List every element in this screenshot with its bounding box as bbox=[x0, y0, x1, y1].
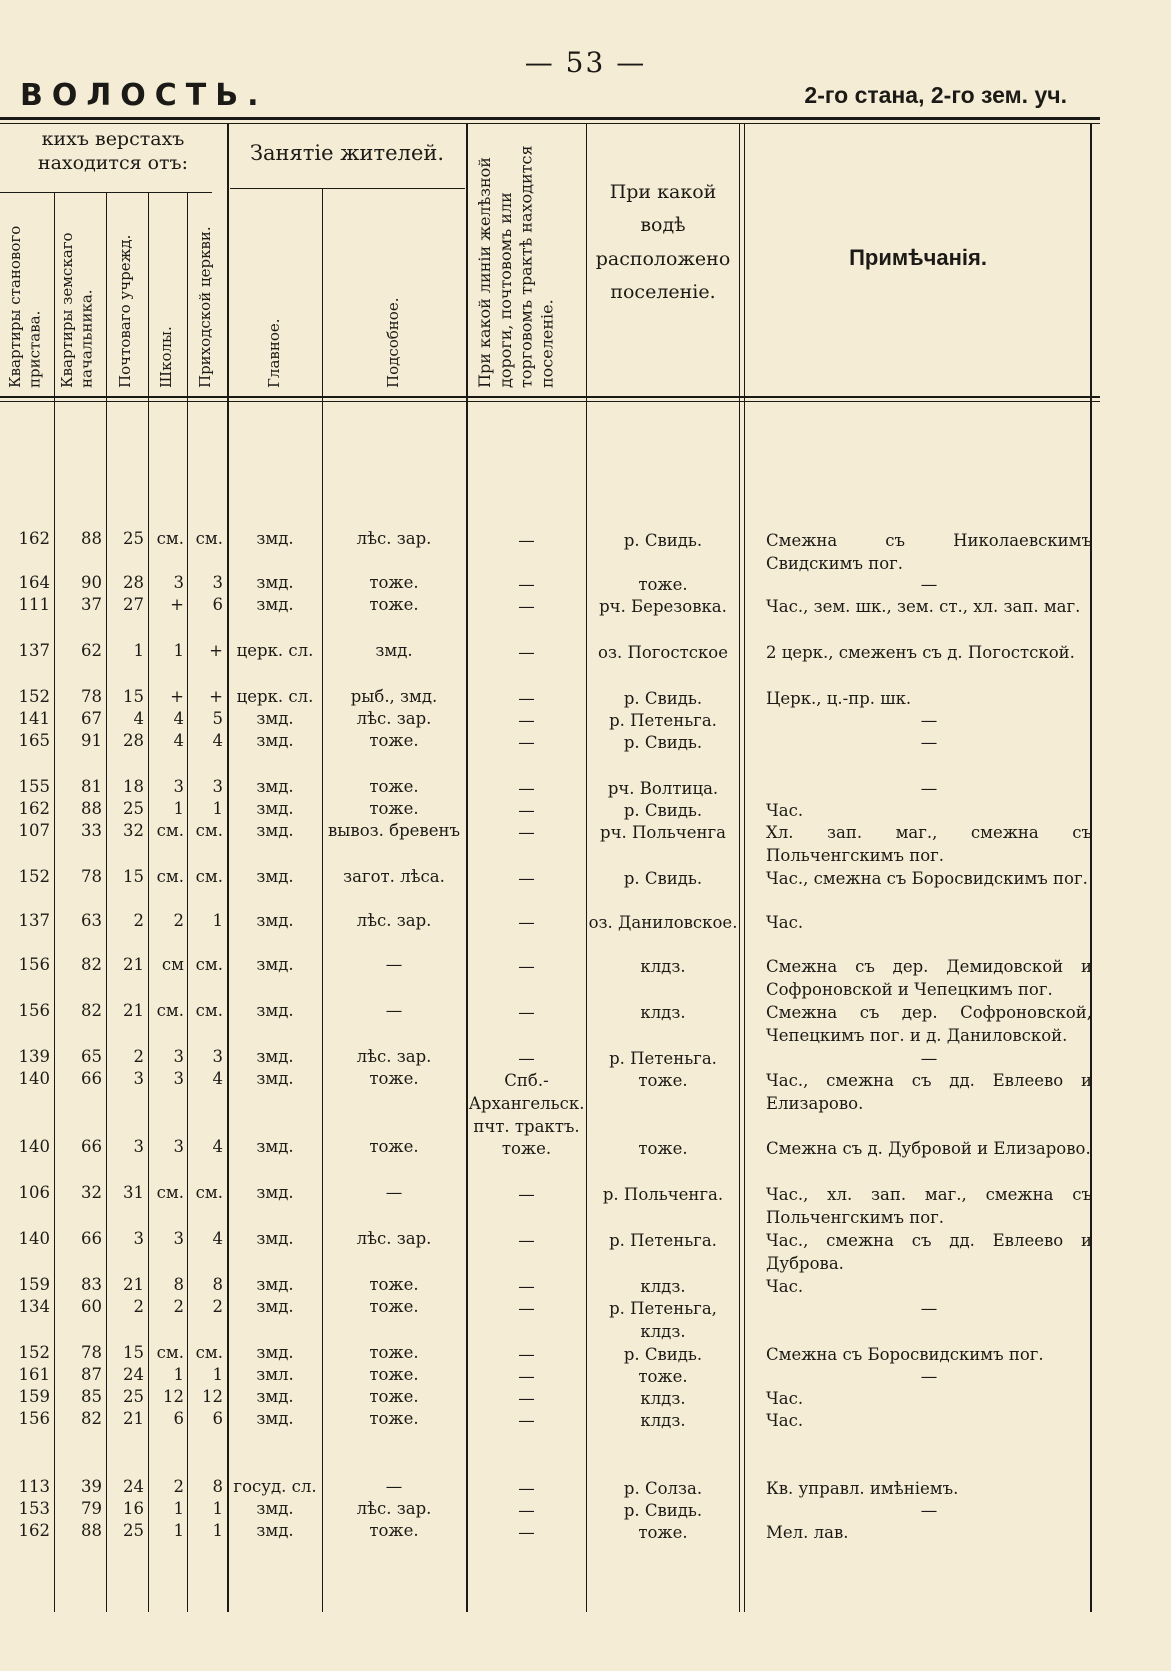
cell-school: 3 bbox=[173, 1047, 184, 1066]
cell-stanovoy: 137 bbox=[18, 641, 50, 660]
cell-school: 3 bbox=[173, 1229, 184, 1248]
cell-school: 12 bbox=[163, 1387, 184, 1406]
cell-main-occupation: змд. bbox=[256, 1001, 294, 1020]
stanovoy-header: Квартиры станового пристава. bbox=[6, 225, 44, 388]
cell-zemsky: 78 bbox=[81, 687, 102, 706]
cell-secondary-occupation: тоже. bbox=[369, 799, 419, 818]
cell-stanovoy: 162 bbox=[18, 1521, 50, 1540]
cell-note: Хл. зап. маг., смежна съ Польченгскимъ пог. bbox=[766, 823, 1092, 865]
cell-note: — bbox=[920, 575, 938, 594]
cell-secondary-occupation: — bbox=[385, 955, 403, 974]
cell-school: + bbox=[170, 595, 184, 614]
cell-zemsky: 88 bbox=[81, 799, 102, 818]
cell-water: р. Свидь. bbox=[623, 1345, 703, 1364]
cell-post: 2 bbox=[133, 1047, 144, 1066]
cell-water: клдз. bbox=[640, 1003, 686, 1022]
cell-stanovoy: 111 bbox=[18, 595, 50, 614]
cell-main-occupation: змд. bbox=[256, 731, 294, 750]
cell-zemsky: 65 bbox=[81, 1047, 102, 1066]
cell-post: 25 bbox=[123, 799, 144, 818]
cell-post: 32 bbox=[123, 821, 144, 840]
cell-church: + bbox=[209, 641, 223, 660]
cell-note: Кв. управл. имѣніемъ. bbox=[766, 1479, 959, 1498]
cell-road: — bbox=[518, 733, 535, 752]
cell-road: — bbox=[518, 643, 535, 662]
cell-secondary-occupation: лѣс. зар. bbox=[356, 1047, 432, 1066]
cell-zemsky: 78 bbox=[81, 867, 102, 886]
cell-stanovoy: 113 bbox=[18, 1477, 50, 1496]
cell-main-occupation: змд. bbox=[256, 867, 294, 886]
cell-main-occupation: змд. bbox=[256, 955, 294, 974]
cell-post: 24 bbox=[123, 1365, 144, 1384]
cell-zemsky: 82 bbox=[81, 1409, 102, 1428]
cell-post: 21 bbox=[123, 1001, 144, 1020]
cell-zemsky: 32 bbox=[81, 1183, 102, 1202]
cell-main-occupation: церк. сл. bbox=[236, 641, 314, 660]
cell-post: 18 bbox=[123, 777, 144, 796]
cell-road: — bbox=[518, 1185, 535, 1204]
cell-school: 1 bbox=[173, 641, 184, 660]
cell-zemsky: 85 bbox=[81, 1387, 102, 1406]
cell-main-occupation: змд. bbox=[256, 595, 294, 614]
cell-zemsky: 82 bbox=[81, 1001, 102, 1020]
cell-post: 31 bbox=[123, 1183, 144, 1202]
cell-main-occupation: змд. bbox=[256, 799, 294, 818]
cell-school: см. bbox=[156, 1183, 184, 1202]
cell-note: Час. bbox=[766, 1411, 804, 1430]
water-header: При какой водѣ расположено поселеніе. bbox=[595, 181, 731, 303]
cell-post: 28 bbox=[123, 573, 144, 592]
cell-water: р. Польченга. bbox=[602, 1185, 724, 1204]
cell-water: тоже. bbox=[638, 575, 688, 594]
cell-main-occupation: церк. сл. bbox=[236, 687, 314, 706]
cell-school: + bbox=[170, 687, 184, 706]
cell-secondary-occupation: вывоз. бревенъ bbox=[328, 821, 460, 840]
cell-secondary-occupation: лѣс. зар. bbox=[356, 911, 432, 930]
cell-post: 21 bbox=[123, 1409, 144, 1428]
cell-zemsky: 60 bbox=[81, 1297, 102, 1316]
cell-water: р. Свидь. bbox=[623, 531, 703, 550]
cell-school: см. bbox=[156, 1001, 184, 1020]
cell-secondary-occupation: тоже. bbox=[369, 1297, 419, 1316]
cell-post: 25 bbox=[123, 529, 144, 548]
cell-post: 2 bbox=[133, 911, 144, 930]
cell-water: тоже. bbox=[638, 1523, 688, 1542]
cell-note: Час., смежна съ Боросвидскимъ пог. bbox=[766, 869, 1088, 888]
cell-post: 2 bbox=[133, 1297, 144, 1316]
cell-water: р. Петеньга. bbox=[609, 1231, 717, 1250]
cell-main-occupation: змд. bbox=[256, 777, 294, 796]
cell-church: 1 bbox=[212, 1499, 223, 1518]
cell-post: 25 bbox=[123, 1521, 144, 1540]
cell-church: 4 bbox=[212, 1069, 223, 1088]
cell-secondary-occupation: тоже. bbox=[369, 1521, 419, 1540]
cell-note: — bbox=[920, 711, 938, 730]
cell-main-occupation: змд. bbox=[256, 1137, 294, 1156]
cell-post: 16 bbox=[123, 1499, 144, 1518]
cell-road: — bbox=[518, 711, 535, 730]
cell-stanovoy: 162 bbox=[18, 529, 50, 548]
cell-post: 25 bbox=[123, 1387, 144, 1406]
cell-church: 1 bbox=[212, 1365, 223, 1384]
cell-secondary-occupation: тоже. bbox=[369, 573, 419, 592]
cell-stanovoy: 155 bbox=[18, 777, 50, 796]
cell-note: — bbox=[920, 733, 938, 752]
cell-water: клдз. bbox=[640, 957, 686, 976]
cell-road: — bbox=[518, 575, 535, 594]
cell-church: 3 bbox=[212, 777, 223, 796]
cell-note: — bbox=[920, 1367, 938, 1386]
cell-note: 2 церк., смеженъ съ д. Погостской. bbox=[766, 643, 1075, 662]
cell-church: 3 bbox=[212, 1047, 223, 1066]
cell-zemsky: 83 bbox=[81, 1275, 102, 1294]
cell-water: рч. Волтица. bbox=[607, 779, 719, 798]
cell-post: 4 bbox=[133, 709, 144, 728]
cell-road: — bbox=[518, 689, 535, 708]
cell-note: Час. bbox=[766, 913, 804, 932]
cell-church: 6 bbox=[212, 595, 223, 614]
cell-school: см. bbox=[156, 529, 184, 548]
church-header: Приходской церкви. bbox=[196, 226, 214, 388]
cell-zemsky: 91 bbox=[81, 731, 102, 750]
cell-water: р. Петеньга. bbox=[609, 1049, 717, 1068]
cell-zemsky: 87 bbox=[81, 1365, 102, 1384]
cell-secondary-occupation: тоже. bbox=[369, 1069, 419, 1088]
cell-zemsky: 66 bbox=[81, 1069, 102, 1088]
distance-header: кихъ верстахъ находится отъ: bbox=[37, 128, 189, 174]
cell-secondary-occupation: тоже. bbox=[369, 1137, 419, 1156]
cell-stanovoy: 161 bbox=[18, 1365, 50, 1384]
cell-main-occupation: змд. bbox=[256, 1387, 294, 1406]
cell-note: Час. bbox=[766, 1277, 804, 1296]
cell-school: см. bbox=[156, 1343, 184, 1362]
cell-main-occupation: змд. bbox=[256, 529, 294, 548]
cell-stanovoy: 140 bbox=[18, 1069, 50, 1088]
cell-church: см. bbox=[195, 1001, 223, 1020]
cell-stanovoy: 134 bbox=[18, 1297, 50, 1316]
cell-church: 12 bbox=[202, 1387, 223, 1406]
cell-stanovoy: 159 bbox=[18, 1387, 50, 1406]
cell-school: 1 bbox=[173, 799, 184, 818]
cell-main-occupation: змд. bbox=[256, 1275, 294, 1294]
cell-secondary-occupation: рыб., змд. bbox=[350, 687, 438, 706]
cell-road: — bbox=[518, 1501, 535, 1520]
cell-secondary-occupation: лѣс. зар. bbox=[356, 1499, 432, 1518]
cell-secondary-occupation: тоже. bbox=[369, 1343, 419, 1362]
cell-road: — bbox=[518, 869, 535, 888]
cell-school: см. bbox=[156, 821, 184, 840]
cell-secondary-occupation: — bbox=[385, 1477, 403, 1496]
cell-note: Церк., ц.-пр. шк. bbox=[766, 689, 912, 708]
cell-stanovoy: 162 bbox=[18, 799, 50, 818]
cell-secondary-occupation: лѣс. зар. bbox=[356, 709, 432, 728]
cell-post: 21 bbox=[123, 1275, 144, 1294]
cell-zemsky: 88 bbox=[81, 1521, 102, 1540]
cell-water: тоже. bbox=[638, 1071, 688, 1090]
cell-stanovoy: 164 bbox=[18, 573, 50, 592]
cell-zemsky: 39 bbox=[81, 1477, 102, 1496]
road-header: При какой линіи желѣзной дороги, почтовомъ или торговомъ трактѣ находится поселеніе. bbox=[475, 145, 557, 388]
cell-note: — bbox=[920, 1501, 938, 1520]
cell-water: рч. Польченга bbox=[600, 823, 726, 842]
cell-note: Час., смежна съ дд. Евлеево и Дуброва. bbox=[766, 1231, 1092, 1273]
cell-note: Смежна съ дер. Софроновской, Чепецкимъ пог. и д. Даниловской. bbox=[766, 1003, 1092, 1045]
cell-school: 8 bbox=[173, 1275, 184, 1294]
cell-road: — bbox=[518, 1049, 535, 1068]
cell-stanovoy: 137 bbox=[18, 911, 50, 930]
cell-water: р. Свидь. bbox=[623, 733, 703, 752]
cell-church: см. bbox=[195, 529, 223, 548]
cell-stanovoy: 152 bbox=[18, 867, 50, 886]
cell-water: р. Петеньга. bbox=[609, 711, 717, 730]
cell-church: 6 bbox=[212, 1409, 223, 1428]
cell-main-occupation: змд. bbox=[256, 1183, 294, 1202]
cell-zemsky: 78 bbox=[81, 1343, 102, 1362]
cell-water: р. Солза. bbox=[623, 1479, 703, 1498]
cell-school: 2 bbox=[173, 1297, 184, 1316]
occupation-header: Занятіе жителей. bbox=[249, 141, 445, 165]
cell-main-occupation: змд. bbox=[256, 1229, 294, 1248]
cell-water: оз. Погостское bbox=[598, 643, 728, 662]
cell-water: рч. Березовка. bbox=[599, 597, 727, 616]
cell-school: 3 bbox=[173, 573, 184, 592]
cell-stanovoy: 107 bbox=[18, 821, 50, 840]
cell-zemsky: 63 bbox=[81, 911, 102, 930]
cell-school: 3 bbox=[173, 1137, 184, 1156]
cell-stanovoy: 140 bbox=[18, 1137, 50, 1156]
cell-road: — bbox=[518, 1277, 535, 1296]
post-header: Почтоваго учрежд. bbox=[116, 234, 134, 388]
cell-church: 4 bbox=[212, 731, 223, 750]
cell-water: р. Свидь. bbox=[623, 1501, 703, 1520]
cell-church: 1 bbox=[212, 911, 223, 930]
cell-secondary-occupation: загот. лѣса. bbox=[343, 867, 445, 886]
cell-road: — bbox=[518, 1345, 535, 1364]
cell-stanovoy: 159 bbox=[18, 1275, 50, 1294]
cell-church: 5 bbox=[212, 709, 223, 728]
cell-main-occupation: змд. bbox=[256, 1343, 294, 1362]
cell-church: 3 bbox=[212, 573, 223, 592]
cell-main-occupation: змд. bbox=[256, 1499, 294, 1518]
cell-note: — bbox=[920, 1049, 938, 1068]
cell-road: — bbox=[518, 957, 535, 976]
cell-post: 28 bbox=[123, 731, 144, 750]
cell-water: клдз. bbox=[640, 1277, 686, 1296]
cell-secondary-occupation: тоже. bbox=[369, 1365, 419, 1384]
cell-church: см. bbox=[195, 955, 223, 974]
cell-secondary-occupation: змд. bbox=[375, 641, 413, 660]
cell-road: — bbox=[518, 779, 535, 798]
cell-church: 1 bbox=[212, 1521, 223, 1540]
cell-water: р. Свидь. bbox=[623, 801, 703, 820]
cell-stanovoy: 140 bbox=[18, 1229, 50, 1248]
cell-church: см. bbox=[195, 867, 223, 886]
cell-secondary-occupation: лѣс. зар. bbox=[356, 1229, 432, 1248]
cell-stanovoy: 156 bbox=[18, 955, 50, 974]
cell-school: 2 bbox=[173, 1477, 184, 1496]
notes-header: Примѣчанія. bbox=[849, 245, 987, 270]
cell-road: — bbox=[518, 1479, 535, 1498]
cell-secondary-occupation: лѣс. зар. bbox=[356, 529, 432, 548]
cell-secondary-occupation: тоже. bbox=[369, 731, 419, 750]
cell-road: — bbox=[518, 1299, 535, 1318]
cell-post: 1 bbox=[133, 641, 144, 660]
cell-stanovoy: 141 bbox=[18, 709, 50, 728]
cell-school: 3 bbox=[173, 777, 184, 796]
cell-main-occupation: змд. bbox=[256, 1047, 294, 1066]
cell-road: — bbox=[518, 1411, 535, 1430]
cell-zemsky: 62 bbox=[81, 641, 102, 660]
cell-stanovoy: 152 bbox=[18, 1343, 50, 1362]
cell-stanovoy: 153 bbox=[18, 1499, 50, 1518]
cell-note: Смежна съ дер. Демидовской и Софроновской и Чепецкимъ пог. bbox=[766, 957, 1092, 999]
cell-post: 15 bbox=[123, 1343, 144, 1362]
cell-post: 3 bbox=[133, 1137, 144, 1156]
cell-secondary-occupation: тоже. bbox=[369, 1387, 419, 1406]
cell-main-occupation: змд. bbox=[256, 709, 294, 728]
cell-zemsky: 90 bbox=[81, 573, 102, 592]
cell-zemsky: 37 bbox=[81, 595, 102, 614]
cell-note: Мел. лав. bbox=[766, 1523, 849, 1542]
cell-main-occupation: змд. bbox=[256, 911, 294, 930]
cell-note: Час. bbox=[766, 1389, 804, 1408]
cell-school: см bbox=[161, 955, 184, 974]
cell-post: 24 bbox=[123, 1477, 144, 1496]
cell-church: 4 bbox=[212, 1229, 223, 1248]
cell-zemsky: 66 bbox=[81, 1137, 102, 1156]
cell-road: — bbox=[518, 1003, 535, 1022]
cell-secondary-occupation: тоже. bbox=[369, 777, 419, 796]
cell-water: р. Петеньга, клдз. bbox=[609, 1299, 717, 1341]
cell-church: 8 bbox=[212, 1477, 223, 1496]
school-header: Школы. bbox=[157, 326, 175, 388]
cell-note: — bbox=[920, 779, 938, 798]
cell-road: — bbox=[518, 597, 535, 616]
cell-road: — bbox=[518, 1523, 535, 1542]
cell-road: — bbox=[518, 1389, 535, 1408]
cell-church: 2 bbox=[212, 1297, 223, 1316]
cell-road: — bbox=[518, 823, 535, 842]
cell-post: 3 bbox=[133, 1069, 144, 1088]
secondary-occupation-header: Подсобное. bbox=[384, 297, 402, 388]
cell-main-occupation: змд. bbox=[256, 1069, 294, 1088]
page-number: — 53 — bbox=[524, 46, 647, 79]
zemsky-header: Квартиры земскаго начальника. bbox=[58, 232, 96, 388]
cell-water: оз. Даниловское. bbox=[588, 913, 738, 932]
cell-main-occupation: змд. bbox=[256, 1409, 294, 1428]
cell-main-occupation: змл. bbox=[256, 1365, 294, 1384]
cell-stanovoy: 139 bbox=[18, 1047, 50, 1066]
cell-water: клдз. bbox=[640, 1389, 686, 1408]
cell-church: см. bbox=[195, 1183, 223, 1202]
cell-stanovoy: 156 bbox=[18, 1409, 50, 1428]
cell-zemsky: 67 bbox=[81, 709, 102, 728]
cell-school: 1 bbox=[173, 1499, 184, 1518]
stan-subtitle: 2-го стана, 2-го зем. уч. bbox=[804, 82, 1067, 108]
cell-church: 4 bbox=[212, 1137, 223, 1156]
cell-school: 4 bbox=[173, 709, 184, 728]
cell-note: Смежна съ Николаевскимъ Свидскимъ пог. bbox=[766, 531, 1092, 573]
cell-note: Час., хл. зап. маг., смежна съ Польченгскимъ пог. bbox=[766, 1185, 1092, 1227]
cell-zemsky: 82 bbox=[81, 955, 102, 974]
cell-zemsky: 88 bbox=[81, 529, 102, 548]
cell-zemsky: 79 bbox=[81, 1499, 102, 1518]
cell-post: 27 bbox=[123, 595, 144, 614]
cell-note: Час., смежна съ дд. Евлеево и Елизарово. bbox=[766, 1071, 1092, 1113]
cell-school: 4 bbox=[173, 731, 184, 750]
cell-stanovoy: 152 bbox=[18, 687, 50, 706]
cell-school: 1 bbox=[173, 1365, 184, 1384]
cell-post: 3 bbox=[133, 1229, 144, 1248]
cell-secondary-occupation: тоже. bbox=[369, 1409, 419, 1428]
cell-secondary-occupation: тоже. bbox=[369, 595, 419, 614]
cell-secondary-occupation: — bbox=[385, 1001, 403, 1020]
cell-church: см. bbox=[195, 821, 223, 840]
cell-road: — bbox=[518, 801, 535, 820]
cell-water: тоже. bbox=[638, 1367, 688, 1386]
cell-water: клдз. bbox=[640, 1411, 686, 1430]
cell-post: 15 bbox=[123, 687, 144, 706]
cell-water: р. Свидь. bbox=[623, 689, 703, 708]
cell-note: Смежна съ Боросвидскимъ пог. bbox=[766, 1345, 1044, 1364]
cell-secondary-occupation: тоже. bbox=[369, 1275, 419, 1294]
cell-note: Смежна съ д. Дубровой и Елизарово. bbox=[766, 1139, 1091, 1158]
cell-main-occupation: змд. bbox=[256, 1521, 294, 1540]
cell-main-occupation: госуд. сл. bbox=[233, 1477, 317, 1496]
volost-title: ВОЛОСТЬ. bbox=[20, 78, 268, 113]
cell-secondary-occupation: — bbox=[385, 1183, 403, 1202]
cell-main-occupation: змд. bbox=[256, 573, 294, 592]
cell-school: 3 bbox=[173, 1069, 184, 1088]
cell-church: 8 bbox=[212, 1275, 223, 1294]
cell-church: 1 bbox=[212, 799, 223, 818]
cell-post: 21 bbox=[123, 955, 144, 974]
cell-stanovoy: 106 bbox=[18, 1183, 50, 1202]
cell-note: — bbox=[920, 1299, 938, 1318]
cell-school: см. bbox=[156, 867, 184, 886]
cell-water: р. Свидь. bbox=[623, 869, 703, 888]
cell-note: Час., зем. шк., зем. ст., хл. зап. маг. bbox=[766, 597, 1081, 616]
cell-road: — bbox=[518, 1231, 535, 1250]
cell-church: + bbox=[209, 687, 223, 706]
cell-zemsky: 81 bbox=[81, 777, 102, 796]
cell-road: — bbox=[518, 531, 535, 550]
cell-stanovoy: 156 bbox=[18, 1001, 50, 1020]
cell-main-occupation: змд. bbox=[256, 1297, 294, 1316]
cell-school: 6 bbox=[173, 1409, 184, 1428]
cell-main-occupation: змд. bbox=[256, 821, 294, 840]
cell-zemsky: 33 bbox=[81, 821, 102, 840]
cell-road: — bbox=[518, 913, 535, 932]
cell-road: Спб.-Архангельск. пчт. трактъ. bbox=[468, 1071, 585, 1136]
cell-note: Час. bbox=[766, 801, 804, 820]
cell-school: 1 bbox=[173, 1521, 184, 1540]
cell-stanovoy: 165 bbox=[18, 731, 50, 750]
cell-church: см. bbox=[195, 1343, 223, 1362]
cell-road: тоже. bbox=[501, 1139, 552, 1158]
cell-school: 2 bbox=[173, 911, 184, 930]
main-occupation-header: Главное. bbox=[265, 318, 283, 388]
cell-post: 15 bbox=[123, 867, 144, 886]
cell-water: тоже. bbox=[638, 1139, 688, 1158]
cell-zemsky: 66 bbox=[81, 1229, 102, 1248]
cell-road: — bbox=[518, 1367, 535, 1386]
